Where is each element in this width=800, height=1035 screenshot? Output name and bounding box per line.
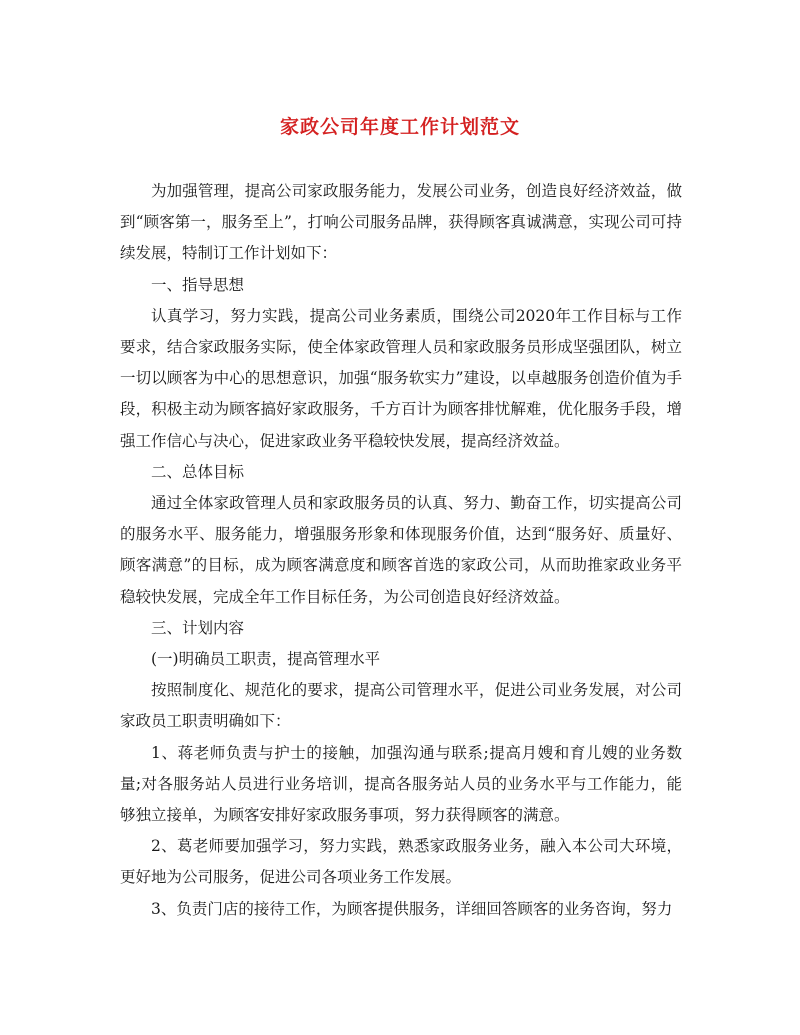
- staff-duties-intro-paragraph: 按照制度化、规范化的要求，提高公司管理水平，促进公司业务发展，对公司家政员工职责明确如下：: [120, 681, 682, 731]
- section-heading-guiding-ideology: 一、指导思想: [151, 275, 245, 294]
- section-heading-plan-content: 三、计划内容: [151, 618, 245, 637]
- overall-goal-paragraph: 通过全体家政管理人员和家政服务员的认真、努力、勤奋工作，切实提高公司的服务水平、服务能力，增强服务形象和体现服务价值，达到“服务好、质量好、顾客满意”的目标，成为顾客满意度和顾客首选的家政公司，从而助推家政业务平稳较快发展，完成全年工作目标任务，为公司创造良好经济效益。: [120, 494, 682, 606]
- duty-item-3: 3、负责门店的接待工作，为顾客提供服务，详细回答顾客的业务咨询，努力: [151, 899, 673, 918]
- document-title: 家政公司年度工作计划范文: [279, 116, 520, 138]
- subsection-heading-staff-duties: (一)明确员工职责，提高管理水平: [151, 650, 381, 669]
- document-body: [120, 176, 682, 925]
- duty-item-1: 1、蒋老师负责与护士的接触，加强沟通与联系;提高月嫂和育儿嫂的业务数量;对各服务站人员进行业务培训，提高各服务站人员的业务水平与工作能力，能够独立接单，为顾客安排好家政服务事项，努力获得顾客的满意。: [120, 743, 682, 825]
- guiding-ideology-paragraph: 认真学习，努力实践，提高公司业务素质，围绕公司2020年工作目标与工作要求，结合家政服务实际，使全体家政管理人员和家政服务员形成坚强团队，树立一切以顾客为中心的思想意识，加强“服务软实力”建设，以卓越服务创造价值为手段，积极主动为顾客搞好家政服务，千方百计为顾客排忧解难，优化服务手段，增强工作信心与决心，促进家政业务平稳较快发展，提高经济效益。: [120, 306, 682, 450]
- intro-paragraph: 为加强管理，提高公司家政服务能力，发展公司业务，创造良好经济效益，做到“顾客第一，服务至上”，打响公司服务品牌，获得顾客真诚满意，实现公司可持续发展，特制订工作计划如下：: [120, 182, 682, 263]
- section-heading-overall-goal: 二、总体目标: [151, 462, 245, 481]
- duty-item-2: 2、葛老师要加强学习，努力实践，熟悉家政服务业务，融入本公司大环境，更好地为公司服务，促进公司各项业务工作发展。: [120, 837, 682, 887]
